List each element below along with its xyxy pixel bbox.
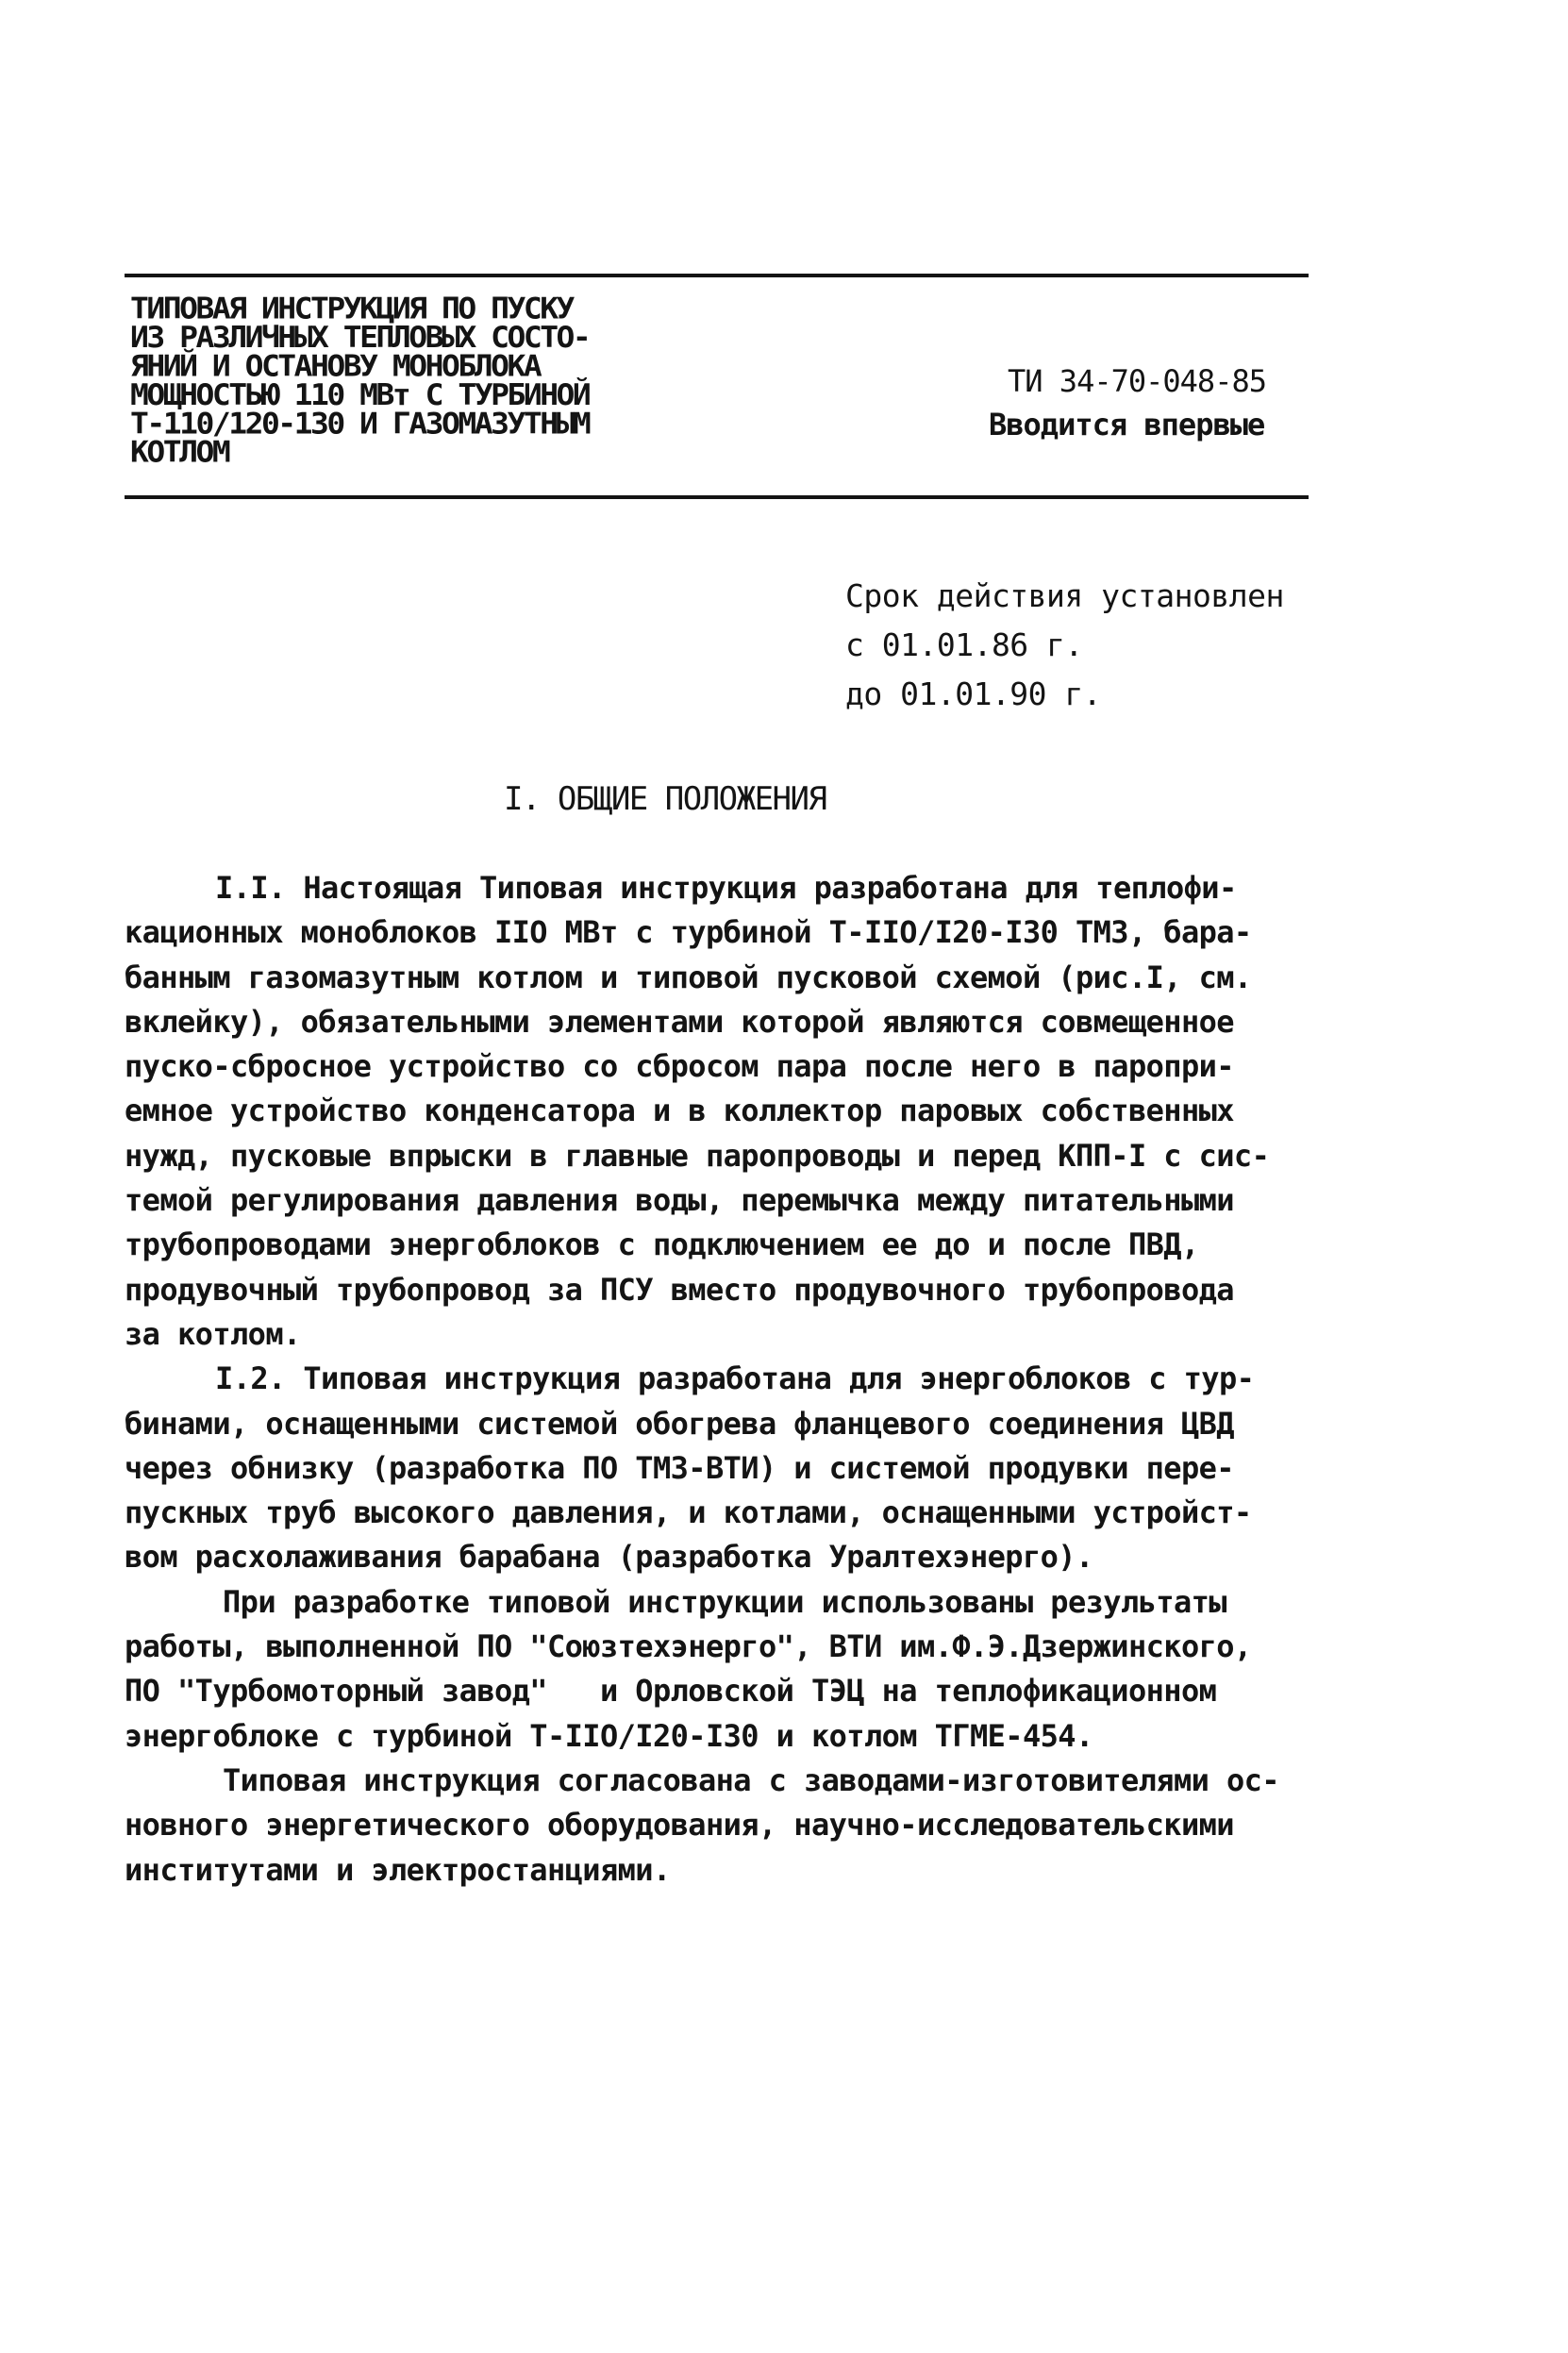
document-code: ТИ 34-70-048-85: [1008, 363, 1266, 399]
paragraph-line: институтами и электростанциями.: [125, 1851, 671, 1888]
paragraph-line: I.2. Типовая инструкция разработана для энергоблоков с тур-: [215, 1360, 1255, 1397]
paragraph-line: темой регулирования давления воды, перемычка между питательными: [125, 1182, 1234, 1219]
paragraph-line: кационных моноблоков IIO МВт с турбиной Т-IIO/I20-I30 ТМЗ, бара-: [125, 914, 1252, 951]
title-line: ТИПОВАЯ ИНСТРУКЦИЯ ПО ПУСКУ: [130, 291, 573, 326]
paragraph-line: нужд, пусковые впрыски в главные паропроводы и перед КПП-I с сис-: [125, 1137, 1270, 1174]
validity-period: [845, 572, 1284, 719]
section-heading: I. ОБЩИЕ ПОЛОЖЕНИЯ: [504, 780, 826, 818]
title-line: Т-110/120-130 И ГАЗОМАЗУТНЫМ: [130, 405, 590, 441]
title-line: ИЗ РАЗЛИЧНЫХ ТЕПЛОВЫХ СОСТО-: [130, 319, 590, 355]
document-title: [130, 291, 677, 470]
paragraph-line: через обнизку (разработка ПО ТМЗ-ВТИ) и системой продувки пере-: [125, 1449, 1234, 1486]
paragraph-line: новного энергетического оборудования, научно-исследовательскими: [125, 1807, 1234, 1844]
title-line: ЯНИЙ И ОСТАНОВУ МОНОБЛОКА: [130, 348, 541, 384]
title-line: КОТЛОМ: [130, 434, 229, 470]
paragraph-line: пускных труб высокого давления, и котлами, оснащенными устройст-: [125, 1494, 1252, 1531]
paragraph-line: за котлом.: [125, 1315, 301, 1352]
paragraph-line: пуско-сбросное устройство со сбросом пара после него в паропри-: [125, 1048, 1234, 1085]
paragraph-line: энергоблоке с турбиной Т-IIO/I20-I30 и котлом ТГМЕ-454.: [125, 1717, 1093, 1754]
paragraph-line: При разработке типовой инструкции использованы результаты: [223, 1583, 1226, 1620]
introduction-note: Вводится впервые: [989, 407, 1265, 442]
validity-end-date: до 01.01.90 г.: [845, 676, 1102, 712]
paragraph-line: бинами, оснащенными системой обогрева фланцевого соединения ЦВД: [125, 1405, 1234, 1442]
paragraph-line: вклейку), обязательными элементами которой являются совмещенное: [125, 1003, 1234, 1040]
paragraph-line: продувочный трубопровод за ПСУ вместо продувочного трубопровода: [125, 1271, 1234, 1308]
paragraph-line: емное устройство конденсатора и в коллектор паровых собственных: [125, 1093, 1234, 1129]
paragraph-line: трубопроводами энергоблоков с подключением ее до и после ПВД,: [125, 1227, 1199, 1263]
validity-line: Срок действия установлен: [845, 577, 1284, 614]
paragraph-line: ПО "Турбомоторный завод" и Орловской ТЭЦ на теплофикационном: [125, 1673, 1217, 1710]
paragraph-line: работы, выполненной ПО "Союзтехэнерго", ВТИ им.Ф.Э.Дзержинского,: [125, 1628, 1252, 1665]
header-top-rule: [125, 274, 1309, 277]
paragraph-line: I.I. Настоящая Типовая инструкция разработана для теплофи-: [215, 870, 1237, 906]
body-text: [125, 866, 1313, 1893]
paragraph-line: Типовая инструкция согласована с заводами-изготовителями ос-: [223, 1761, 1279, 1798]
paragraph-line: банным газомазутным котлом и типовой пусковой схемой (рис.I, см.: [125, 959, 1252, 995]
header-bottom-rule: [125, 495, 1309, 499]
paragraph-line: вом расхолаживания барабана (разработка Уралтехэнерго).: [125, 1539, 1093, 1576]
validity-start-date: с 01.01.86 г.: [845, 626, 1083, 663]
title-line: МОЩНОСТЬЮ 110 МВт С ТУРБИНОЙ: [130, 376, 590, 412]
